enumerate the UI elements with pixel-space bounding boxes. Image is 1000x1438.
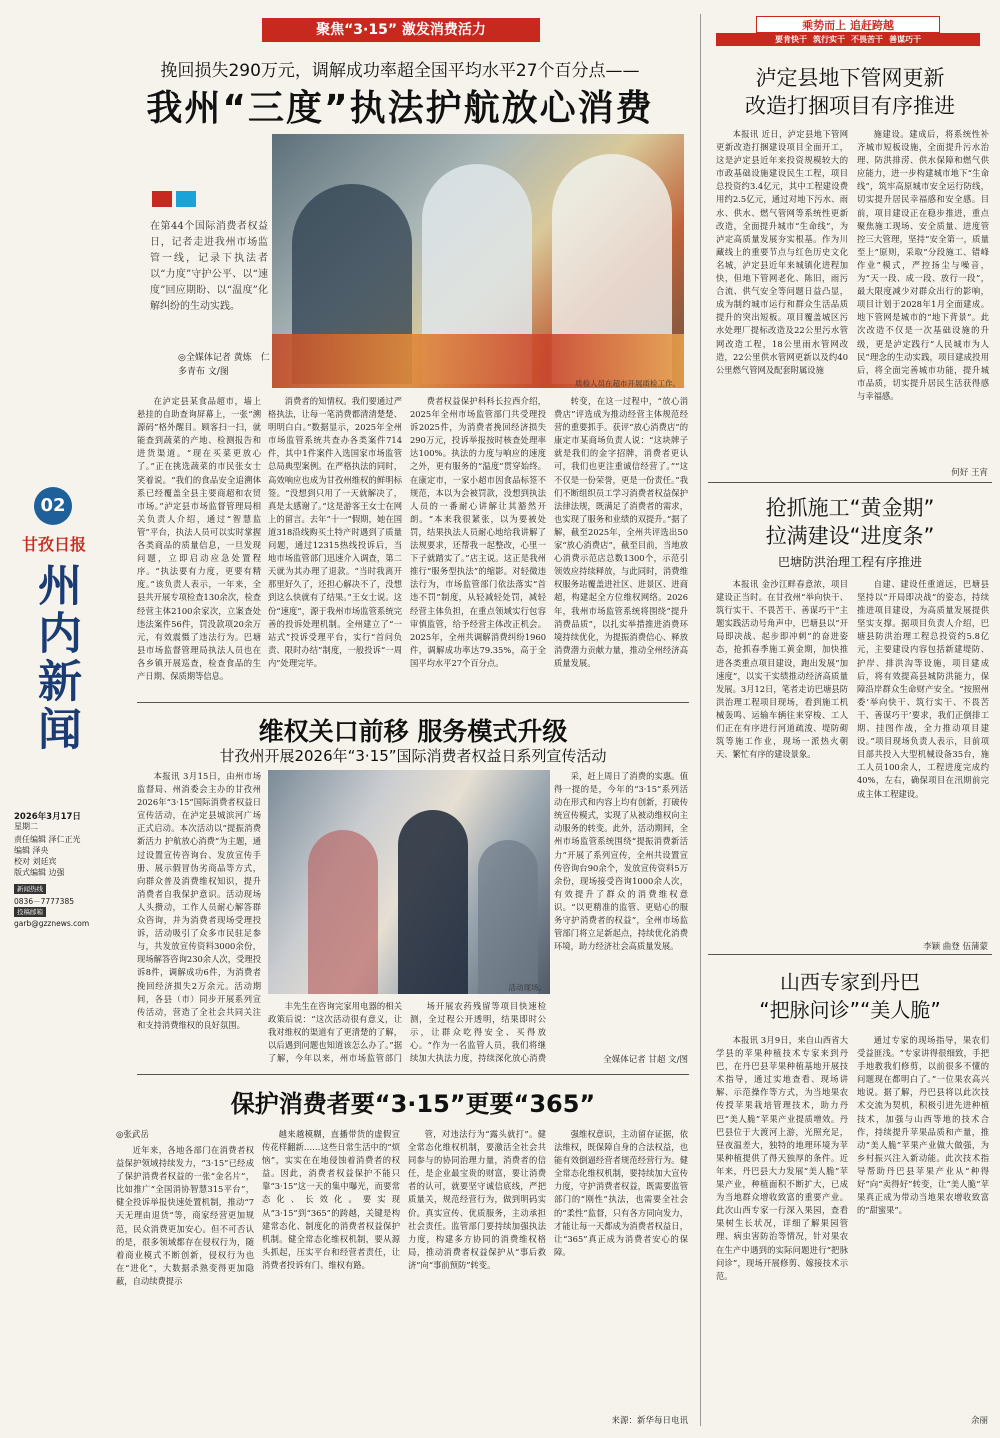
- title-line: 抢抓施工“黄金期”: [765, 496, 935, 520]
- right-banner-tags: [716, 33, 980, 46]
- article-paragraph: 本报讯 3月15日，由州市场监督局、州消委会主办的甘孜州2026年“3·15”国际消费者权益日宣传活动，在泸定县城滨河广场正式启动。本次活动以“提振消费新活力 护航放心消费”为主题，通过设置宣传咨询台、发放宣传手册、展示假冒伪劣商品等方式，向群众普及消费维权知识，提升消费者自我保护意识。活动现场人头攒动，工作人员耐心解答群众咨询，并为消费者现场受理投诉，活动吸引了众多市民驻足参与，共发放宣传资料3000余份，现场解答咨询230余人次，受理投诉8件，调解成功6件，为消费者挽回经济损失2万余元。活动期间，各县（市）同步开展系列宣传活动，营造了全社会共同关注和支持消费维权的良好氛围。: [137, 771, 261, 1030]
- article1-byline: ◎全媒体记者 黄炼 仁多青布 文/图: [178, 353, 270, 377]
- email-label-box: 投稿邮箱: [14, 907, 46, 917]
- photo-figure: [308, 830, 378, 994]
- banner-tag: 要肯快干: [775, 35, 807, 44]
- title-line: 山西专家到丹巴: [780, 970, 920, 994]
- article-paragraph: 越来越模糊，直播带货的虚假宣传花样翻新……这些日常生活中的“烦恼”，实实在在地侵蚀着消费者的权益。因此，消费者权益保护不能只靠“3·15”这一天的集中曝光，而要常态化、长效化。要实现从“3·15”到“365”的跨越，关键是构建常态化、制度化的消费者权益保护机制。健全常态化维权机制，要从源头抓起，压实平台和经营者责任，让消费者投诉有门、维权有路。: [262, 1129, 400, 1270]
- right-banner-title: 乘势而上 追赶跨越: [756, 16, 940, 33]
- article2-photo: [268, 770, 550, 994]
- article-paragraph: 消费者的知情权。我们要通过严格执法，让每一笔消费都清清楚楚、明明白白。”数据显示，2025年全州市场监管系统共查办各类案件714件，其中1件案件入选国家市场监管总局典型案例。在严格执法的同时，高效响应也成为甘孜州维权的鲜明标签。“没想到只用了一天就解决了，真是太感谢了。”这是游客王女士在网上的留言。去年“十一”假期，她在国道318沿线购买土特产时遇到了质量问题，通过12315热线投诉后，当地市场监管部门迅速介入调查，第二天就为其办理了退款。“当时我离开那里好久了，还担心解决不了，没想到这么快就有了结果。”王女士说。这份“速度”，源于我州市场监管系统完善的投诉处理机制。全州建立了“一站式”投诉受理平台，实行“首问负责、限时办结”制度，一般投诉“一周内”处理完毕。: [268, 396, 402, 668]
- article1-photo-caption: 质检人员在超市开展质检工作。: [575, 379, 680, 388]
- article2-column: [268, 1000, 402, 1064]
- paper-logo: 甘孜日报: [21, 535, 86, 554]
- article3-source: 来源：新华每日电讯: [611, 1416, 688, 1426]
- article3-column: [408, 1128, 546, 1426]
- article2-photo-caption: 活动现场。: [508, 983, 546, 992]
- article-paragraph: 管，对违法行为“露头就打”。健全常态化维权机制，要激活全社会共同参与的协同治理力量，消费者的信任，是企业最宝贵的财富，要让消费者的认可，就要坚守诚信底线，严把质量关，规范经营行为，做到明码实价。真实宣传、优质服务，主动承担社会责任。监管部门要持续加强执法力度，构建多方协同的消费维权格局，推动消费者权益保护从“事后救济”向“事前预防”转变。: [408, 1129, 546, 1270]
- banner-tag: 筑行实干: [813, 35, 845, 44]
- editor-line: 版式编辑 边强: [14, 868, 65, 877]
- divider: [137, 1074, 689, 1075]
- article1-subtitle: 挽回损失290万元，调解成功率超全国平均水平27个百分点——: [160, 61, 640, 81]
- article1-column: [410, 395, 546, 695]
- article-paragraph: 采，赶上周日了消费的实惠。值得一提的是，今年的“3·15”系列活动在形式和内容上均有创新，打破传统宣传模式，实现了从被动维权向主动服务的转变。此外，活动期间，全州市场监管系统围绕“提振消费新活力”开展了系列宣传，全州共设置宣传咨询台90余个，发放宣传资料5万余份，现场接受咨询1000余人次，有效提升了群众的消费维权意识。“以更精准的监管、更贴心的服务守护消费者的权益”，全州市场监管部门将立足新起点，持续优化消费环境，助力经济社会高质量发展。: [554, 771, 688, 952]
- article-paragraph: 本报讯 近日，泸定县地下管网更新改造打捆建设项目全面开工，这是泸定县近年来投资规模较大的市政基础设施建设民生工程，项目总投资约3.4亿元，其中工程建设费用约2.5亿元，通过对地下污水、雨水、供水、燃气管网等系统性更新改造，全面提升城市“生命线”，为泸定高质量发展夯实根基。作为川藏线上的重要节点与红色历史文化名城，泸定县近年来城镇化进程加快，但地下管网老化、陈旧，雨污合流、供气安全等问题日益凸显，成为制约城市运行和群众生活品质提升的突出短板。项目覆盖城区污水处理厂提标改造及22公里污水管网改造工程，18公里雨水管网改造，22公里供水管网更新以及约40公里燃气管网及配套附属设施: [716, 129, 848, 375]
- editor-line: 责任编辑 泽仁正光: [14, 835, 81, 844]
- article-paragraph: 费者权益保护科科长拉西介绍，2025年全州市场监管部门共受理投诉2025件，为消费者挽回经济损失290万元，投诉举报按时核查处理率达100%。执法的力度与响应的速度之外，更有服务的“温度”贯穿始终。在康定市，一家小超市因食品标签不规范，本以为会被罚款，没想到执法人员的一番耐心讲解让其豁然开朗。“本来我很紧张，以为要被处罚，结果执法人员耐心地给我讲解了法规要求，还帮我一起整改，心里一下子就踏实了。”店主说。这正是我州推行“服务型执法”的缩影。对轻微违法行为，市场监管部门依法落实“首违不罚”制度，从轻减轻处罚，减轻经营主体负担，在重点领域实行包容审慎监管，给予经营主体改正机会。2025年，全州共调解消费纠纷1960件，调解成功率达79.35%，高于全国平均水平27个百分点。: [410, 396, 546, 668]
- right-art2-byline: 李颖 曲登 伍蒲蒙: [923, 942, 988, 952]
- article3-title: 保护消费者要“3·15”更要“365”: [230, 1090, 596, 1118]
- title-line: 拉满建设“进度条”: [765, 524, 935, 548]
- article1-title: 我州“三度”执法护航放心消费: [146, 88, 654, 129]
- banner-tag: 善谋巧干: [889, 35, 921, 44]
- section-banner: 聚焦“3·15” 激发消费活力: [262, 18, 540, 42]
- column-divider: [700, 14, 701, 1426]
- right-art3-column: [857, 1034, 989, 1412]
- article-paragraph: 本报讯 3月9日，来自山西省大学县的苹果种植技术专家来到丹巴，在丹巴县苹果种植基地开展技术指导，通过实地查看、现场讲解、示范操作等方式，为当地果农传授苹果栽培管理技术，助力丹巴“美人脆”苹果产业提质增效。丹巴县位于大渡河上游，光照充足，昼夜温差大，独特的地理环境为苹果种植提供了得天独厚的条件。近年来，丹巴县大力发展“美人脆”苹果产业，种植面积不断扩大，已成为当地群众增收致富的重要产业。此次山西专家一行深入果园，查看果树生长状况，详细了解果园管理、病虫害防治等情况，针对果农在生产中遇到的实际问题进行“把脉问诊”，现场开展修剪、嫁接技术示范。: [716, 1035, 848, 1281]
- article-paragraph: 本报讯 金沙江畔春意浓，项目建设正当时。在甘孜州“举向快干、筑行实干、不畏苦干、善谋巧干”主题实践活动号角声中，巴塘县以“开局即决战、起步即冲刺”的奋进姿态，抢抓春季施工黄金期，加快推进各类重点项目建设，跑出发展“加速度”，以实干实绩推动经济高质量发展。3月12日，笔者走访巴塘县防洪治理工程项目现场，看到施工机械轰鸣、运输车辆往来穿梭、工人们正在有序进行河道疏浚、堤防砌筑等施工作业，现场一派热火朝天、繁忙有序的建设景象。: [716, 579, 848, 760]
- editor-line: 编辑 泽央: [14, 846, 49, 855]
- right-art2-subtitle: 巴塘防洪治理工程有序推进: [777, 555, 922, 569]
- issue-date: 2026年3月17日: [14, 812, 81, 822]
- article2-column: [554, 770, 688, 1042]
- article3-column: [554, 1128, 688, 1412]
- article-paragraph: 施建设。建成后，将系统性补齐城市短板设施，全面提升污水治理、防洪排涝、供水保障和燃气供应能力，进一步构建城市地下“生命线”，筑牢高原城市安全运行防线，切实提升居民幸福感和安全感。目前，项目建设正在稳步推进，重点聚焦施工现场、安全质量、进度管控三大管理，坚持“安全第一，质量至上”原则，采取“分段施工、错峰作业”模式，严控扬尘与噪音，为“天一段、成一段、放行一段”，最大限度减少对群众出行的影响，项目计划于2028年1月全面建成。地下管网是城市的“地下背景”。此次改造不仅是一次基础设施的升级，更是泸定践行“人民城市为人民”理念的生动实践，项目建成投用后，将全面完善城市功能，提升城市品质，切实提升居民生活获得感与幸福感。: [857, 129, 989, 401]
- right-art3-column: [716, 1034, 848, 1426]
- article-paragraph: 强维权意识，主动留存证据，依法维权，既保障自身的合法权益，也能有效倒逼经营者规范经营行为。健全常态化维权机制，要持续加大宣传力度，守护消费者权益，既需要监管部门的“刚性”执法，也需要全社会的“柔性”监督，只有各方同向发力，才能让每一天都成为消费者权益日，让“365”真正成为消费者安心的保障。: [554, 1129, 688, 1257]
- title-line: 泸定县地下管网更新: [755, 66, 945, 90]
- divider: [708, 954, 992, 955]
- article-paragraph: 自建、建设任重道远，巴塘县坚持以“开局即决战”的姿态，持续推进项目建设，为高质量发展提供坚实支撑。据项目负责人介绍，巴塘县防洪治理工程总投资约5.8亿元，主要建设内容包括新建堤防、护岸、排洪沟等设施，项目建成后，将有效提高县城防洪能力，保障沿岸群众生命财产安全。“按照州委‘举向快干、筑行实干、不畏苦干、善谋巧干’要求，我们正倒排工期、挂图作战，全力推动项目建设。”项目现场负责人表示，目前项目部共投入大型机械设备35台，施工人员100余人，工程进度完成约40%，左右，确保项目在汛期前完成主体工程建设。: [857, 579, 989, 799]
- right-banner: [716, 16, 980, 46]
- right-art3-title: [708, 968, 992, 1024]
- article1-column: [268, 395, 402, 695]
- right-art2-column: [716, 578, 848, 938]
- article2-byline: 全媒体记者 甘超 文/图: [603, 1055, 688, 1065]
- hotline-label-box: 新闻热线: [14, 884, 46, 894]
- banner-tag: 不畏苦干: [851, 35, 883, 44]
- page-number-badge: 02: [34, 487, 72, 525]
- section-vertical-title: 州内新闻: [30, 562, 81, 754]
- title-line: 改造打捆项目有序推进: [745, 94, 955, 118]
- right-art1-column: [716, 128, 848, 464]
- title-line: “把脉问诊”“美人脆”: [759, 998, 941, 1022]
- article1-column: [137, 395, 261, 695]
- divider: [708, 482, 992, 483]
- article1-lead: 在第44个国际消费者权益日，记者走进我州市场监管一线，记录下执法者以“力度”守护公平、以“速度”回应期盼、以“温度”化解纠纷的生动实践。: [150, 221, 268, 312]
- right-art2-title: [708, 494, 992, 550]
- divider: [137, 702, 689, 703]
- editor-line: 校对 刘廷宾: [14, 857, 57, 866]
- article2-subtitle: 甘孜州开展2026年“3·15”国际消费者权益日系列宣传活动: [219, 747, 607, 765]
- article3-column: [262, 1128, 400, 1426]
- right-art1-byline: 何好 王宵: [951, 468, 988, 478]
- right-art2-column: [857, 578, 989, 938]
- photo-figure: [478, 840, 538, 994]
- article1-photo: [272, 134, 684, 388]
- article-paragraph: 场开展农药残留等项目快速检测，全过程公开透明，结果即时公示，让群众吃得安全、买得放心。“作为一名监管人员，我们将继续加大执法力度，持续深化放心消费: [410, 1001, 546, 1064]
- article3-column: [116, 1144, 254, 1426]
- right-art1-title: [708, 64, 992, 120]
- hotline-phone: 0836－7777385: [14, 897, 74, 906]
- article1-column: [554, 395, 688, 695]
- photo-figure: [398, 810, 468, 994]
- article2-column: [410, 1000, 546, 1064]
- article3-byline: ◎张武岳: [116, 1130, 149, 1140]
- article-paragraph: 转变，在这一过程中，“放心消费店”评选成为推动经营主体规范经营的重要抓手。获评“放心消费店”的康定市某商场负责人说：“这块牌子就是我们的金字招牌，消费者更认可，我们也更注重诚信经营了。”“这不仅是一份荣誉，更是一份责任。”我们不断组织员工学习消费者权益保护法律法规，既满足了消费者的需求，也实现了服务和业绩的双提升。”据了解，截至2025年，全州共评选出50家“放心消费店”，截至目前，当地放心消费示范店总数1300个，示范引领效应持续释放，与此同时，消费维权服务站覆盖进社区、进景区、进商超，构建起全方位维权网络。2026年，我州市场监管系统将围绕“提升消费品质”，以扎实举措推进消费环境持续优化，为提振消费信心、释放消费潜力贡献力量，推动全州经济高质量发展。: [554, 396, 688, 668]
- article2-column: [137, 770, 261, 1042]
- article-paragraph: 在泸定县某食品超市，墙上悬挂的自助查询屏幕上，一张“溯源码”格外醒目。顾客扫一扫，就能查到蔬菜的产地、检测报告和进货渠道。“现在买菜更放心了。”正在挑选蔬菜的市民张女士笑着说。“我们的食品安全追溯体系已经覆盖全县主要商超和农贸市场。”泸定县市场监督管理局相关负责人介绍，通过“智慧监管”平台，执法人员可以实时掌握各类商品的质量信息，一旦发现问题，立即启动应急处置程序。“执法要有力度，更要有精度。”该负责人表示，一年来，全县共开展专项检查130余次，检查经营主体2100余家次，立案查处违法案件56件，罚没款项20余万元，有效震慑了违法行为。巴塘县市场监督管理局执法人员也在各乡镇开展巡查，检查食品的生产日期、保质期等信息。: [137, 396, 261, 681]
- email-address: garb@gzznews.com: [14, 919, 90, 928]
- right-art3-byline: 余丽: [970, 1416, 988, 1426]
- lead-icon-red: [152, 191, 172, 207]
- article-paragraph: 近年来，各地各部门在消费者权益保护领域持续发力，“3·15”已经成了保护消费者权益的一张“金名片”，比如推广“全国消协智慧315平台”，健全投诉举报快速处置机制，推动“7天无理由退货”等，商家经营更加规范，民众消费更加安心。但不可否认的是，很多领域都存在侵权行为，随着商业模式不断创新，侵权行为也在“进化”，大数据杀熟变得更加隐蔽，自动续费提示: [116, 1145, 254, 1286]
- right-art1-column: [857, 128, 989, 464]
- editor-list: [14, 834, 99, 878]
- issue-weekday: 星期二: [14, 822, 38, 831]
- article2-title: 维权关口前移 服务模式升级: [258, 717, 568, 746]
- article-paragraph: 丰先生在咨询完家用电器的相关政策后说：“这次活动很有意义，让我对维权的渠道有了更清楚的了解，以后遇到问题也知道该怎么办了。”据了解，今年以来，州市场监管部门: [268, 1001, 402, 1064]
- article-paragraph: 通过专家的现场指导，果农们受益匪浅。“专家讲得很细致，手把手地教我们修剪，以前很多不懂的问题现在都明白了。”一位果农高兴地说。据了解，丹巴县将以此次技术交流为契机，积极引进先进种植技术，加强与山西等地的技术合作，持续提升苹果品质和产量，推动“美人脆”苹果产业做大做强，为乡村振兴注入新动能。此次技术指导帮助丹巴县苹果产业从“种得好”向“卖得好”转变，让“美人脆”苹果真正成为带动当地果农增收致富的“甜蜜果”。: [857, 1035, 989, 1216]
- lead-icon-blue: [176, 191, 196, 207]
